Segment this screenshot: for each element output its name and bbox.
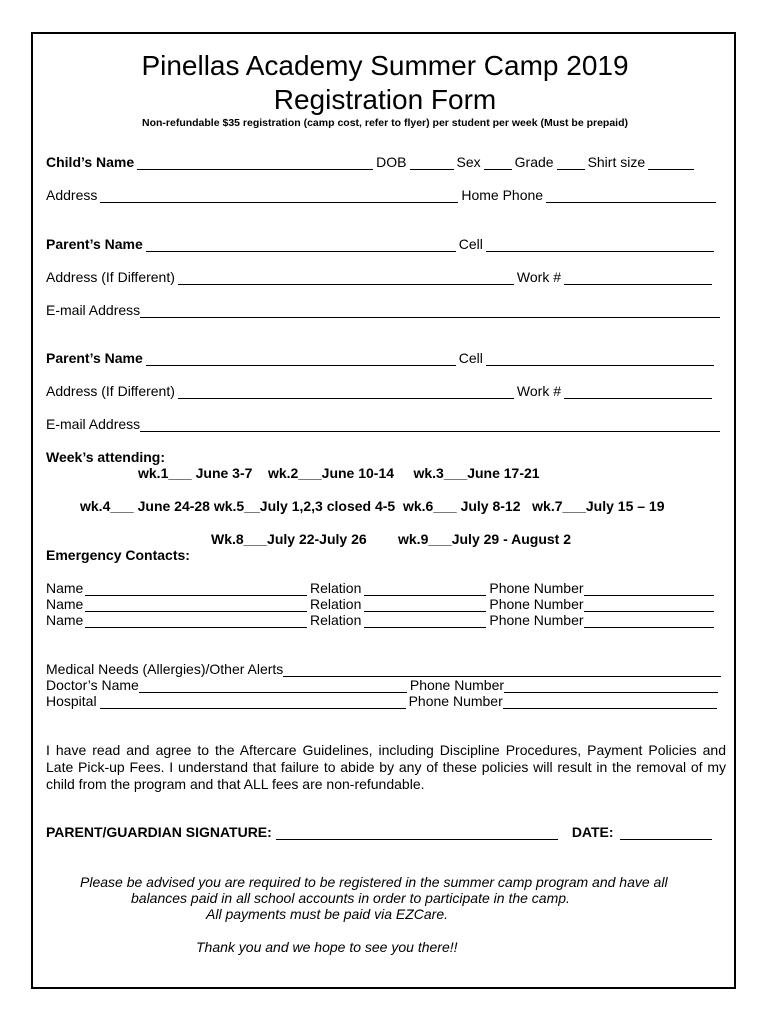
medical-needs-label: Medical Needs (Allergies)/Other Alerts (46, 661, 284, 677)
note-line-2: balances paid in all school accounts in order to participate in the camp. (131, 890, 570, 906)
note-line-3: All payments must be paid via EZCare. (206, 906, 448, 922)
emergency-relation-label: Relation (310, 612, 362, 628)
child-address-field[interactable] (100, 190, 458, 203)
emergency-name-label: Name (46, 612, 84, 628)
parent1-address-label: Address (If Different) (46, 269, 175, 285)
emergency-contact-row (46, 612, 717, 628)
week-9[interactable]: wk.9___July 29 - August 2 (398, 531, 571, 547)
parent1-email-field[interactable] (140, 305, 720, 318)
emergency-phone-field[interactable] (584, 615, 714, 628)
child-name-field[interactable] (137, 157, 373, 170)
parent2-cell-label: Cell (458, 350, 483, 366)
grade-field[interactable] (557, 157, 585, 170)
parent1-name-row (46, 236, 717, 252)
parent2-address-label: Address (If Different) (46, 383, 175, 399)
emergency-contact-row (46, 596, 717, 612)
doctor-name-label: Doctor’s Name (46, 677, 139, 693)
medical-needs-field[interactable] (283, 664, 721, 677)
parent1-cell-label: Cell (458, 236, 483, 252)
shirt-size-label: Shirt size (587, 154, 646, 170)
doctor-phone-label: Phone Number (409, 677, 505, 693)
parent1-address-row (46, 269, 715, 285)
emergency-relation-label: Relation (310, 596, 362, 612)
doctor-row (46, 677, 721, 693)
sex-field[interactable] (484, 157, 512, 170)
form-title-line1: Pinellas Academy Summer Camp 2019 (141, 50, 629, 81)
weeks-row-2[interactable]: wk.4___ June 24-28 wk.5__July 1,2,3 closed 4-5 wk.6___ July 8-12 wk.7___July 15 – 19 (80, 498, 665, 514)
emergency-name-label: Name (46, 596, 84, 612)
parent1-name-label: Parent’s Name (46, 236, 143, 252)
dob-field[interactable] (410, 157, 454, 170)
parent2-email-field[interactable] (140, 419, 720, 432)
emergency-relation-field[interactable] (364, 599, 486, 612)
parent2-email-row (46, 416, 723, 432)
hospital-phone-label: Phone Number (408, 693, 503, 709)
parent2-work-field[interactable] (564, 386, 712, 399)
child-name-label: Child’s Name (46, 154, 135, 170)
hospital-field[interactable] (100, 696, 406, 709)
parent2-cell-field[interactable] (486, 353, 714, 366)
parent1-work-field[interactable] (564, 272, 712, 285)
emergency-relation-label: Relation (310, 580, 362, 596)
date-field[interactable] (620, 827, 712, 840)
sex-label: Sex (456, 154, 481, 170)
parent2-email-label: E-mail Address (46, 416, 141, 432)
weeks-heading: Week’s attending: (46, 449, 166, 465)
agreement-text: I have read and agree to the Aftercare Guidelines, including Discipline Procedures, Payment Policies and Late Pick-up Fees. I understand that failure to abide by any of these policies will result in the removal of my child from the program and that ALL fees are non-refundable. (46, 742, 726, 792)
home-phone-field[interactable] (546, 190, 716, 203)
emergency-relation-field[interactable] (364, 583, 486, 596)
medical-needs-row (46, 661, 724, 677)
parent1-email-label: E-mail Address (46, 302, 141, 318)
parent1-address-field[interactable] (178, 272, 514, 285)
signature-field[interactable] (276, 827, 558, 840)
home-phone-label: Home Phone (461, 187, 544, 203)
note-line-1: Please be advised you are required to be registered in the summer camp program and have all (80, 874, 668, 890)
hospital-label: Hospital (46, 693, 97, 709)
form-title-line2: Registration Form (273, 84, 497, 115)
date-label: DATE: (571, 824, 614, 840)
week-8[interactable]: Wk.8___July 22-July 26 (211, 531, 367, 547)
emergency-name-field[interactable] (85, 583, 307, 596)
parent1-work-label: Work # (516, 269, 561, 285)
child-info-row (46, 154, 697, 170)
thank-you-note: Thank you and we hope to see you there!! (196, 939, 458, 955)
parent1-name-field[interactable] (146, 239, 456, 252)
parent2-work-label: Work # (516, 383, 561, 399)
child-address-row (46, 187, 719, 203)
dob-label: DOB (376, 154, 407, 170)
emergency-phone-label: Phone Number (489, 580, 584, 596)
emergency-phone-label: Phone Number (489, 596, 584, 612)
parent2-address-row (46, 383, 715, 399)
doctor-name-field[interactable] (139, 680, 407, 693)
emergency-heading: Emergency Contacts: (46, 547, 190, 563)
shirt-size-field[interactable] (648, 157, 694, 170)
hospital-row (46, 693, 720, 709)
parent2-name-label: Parent’s Name (46, 350, 143, 366)
doctor-phone-field[interactable] (504, 680, 718, 693)
child-address-label: Address (46, 187, 98, 203)
parent1-email-row (46, 302, 723, 318)
emergency-name-field[interactable] (85, 599, 307, 612)
hospital-phone-field[interactable] (503, 696, 717, 709)
grade-label: Grade (514, 154, 554, 170)
form-subtitle: Non-refundable $35 registration (camp cost, refer to flyer) per student per week (Must be prepaid) (141, 117, 628, 129)
signature-row (46, 824, 715, 840)
weeks-row-1[interactable]: wk.1___ June 3-7 wk.2___June 10-14 wk.3___June 17-21 (138, 465, 540, 481)
emergency-phone-label: Phone Number (489, 612, 584, 628)
emergency-name-field[interactable] (85, 615, 307, 628)
parent1-cell-field[interactable] (486, 239, 714, 252)
emergency-phone-field[interactable] (584, 583, 714, 596)
parent2-name-field[interactable] (146, 353, 456, 366)
emergency-relation-field[interactable] (364, 615, 486, 628)
emergency-phone-field[interactable] (584, 599, 714, 612)
parent2-name-row (46, 350, 717, 366)
emergency-contact-row (46, 580, 717, 596)
emergency-name-label: Name (46, 580, 84, 596)
signature-label: PARENT/GUARDIAN SIGNATURE: (46, 824, 272, 840)
parent2-address-field[interactable] (178, 386, 514, 399)
